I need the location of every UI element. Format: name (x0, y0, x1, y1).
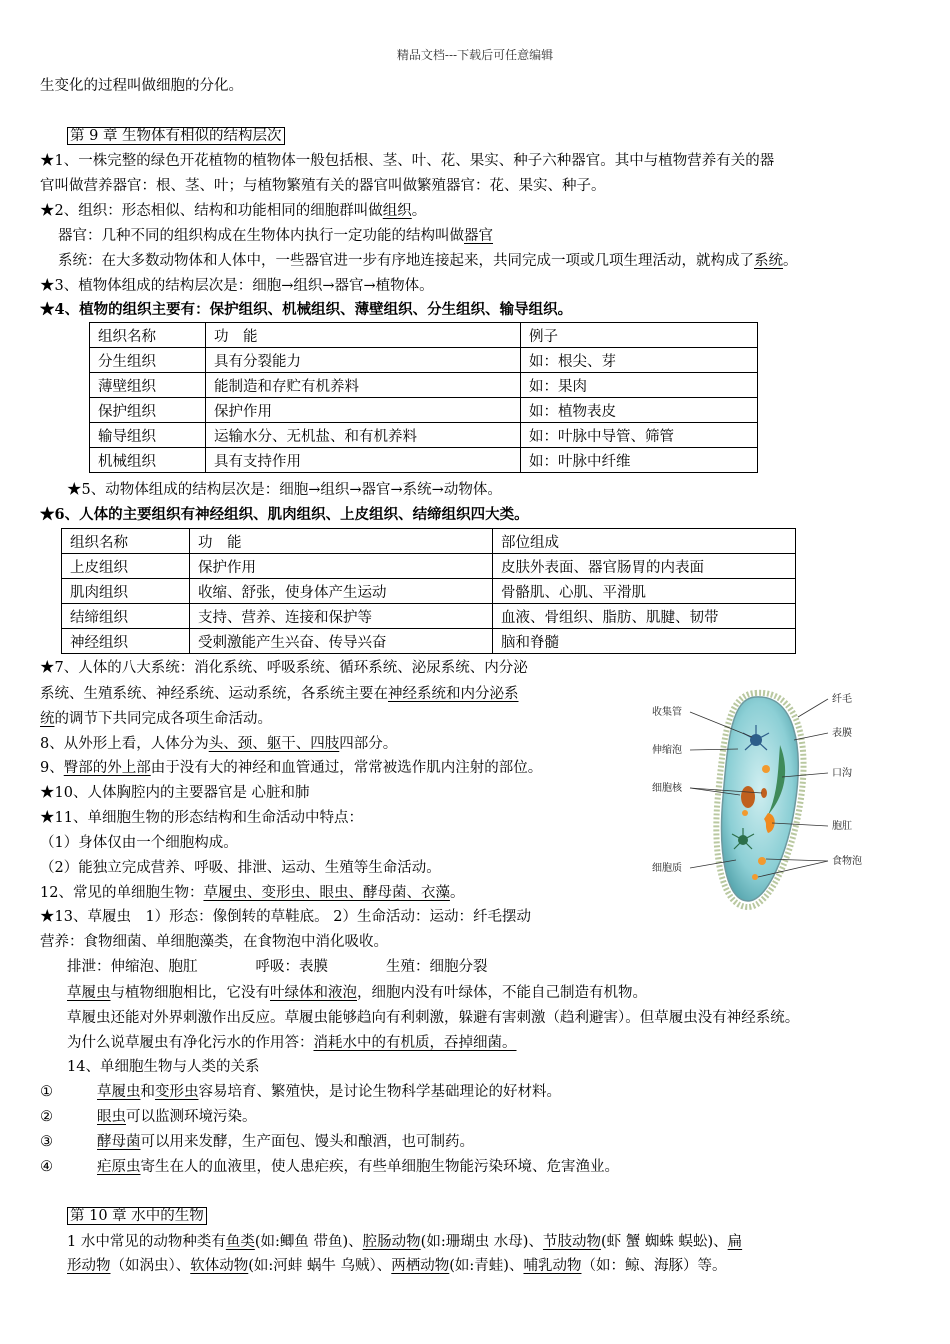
table-header-cell: 部位组成 (493, 529, 796, 554)
list-item: ④ 疟原虫寄生在人的血液里，使人患疟疾，有些单细胞生物能污染环境、危害渔业。 (40, 1159, 619, 1175)
table-cell: 具有分裂能力 (206, 348, 521, 373)
label-nucleus: 细胞核 (652, 783, 682, 794)
table-row (90, 398, 758, 423)
table-cell: 如：叶脉中导管、筛管 (521, 423, 758, 448)
list-item: ② 眼虫可以监测环境污染。 (40, 1109, 257, 1125)
para-13a: ★13、草履虫 1）形态：像倒转的草鞋底。 2）生命活动：运动：纤毛摆动 (40, 909, 532, 925)
label-contractile-vacuole: 伸缩泡 (652, 745, 682, 756)
para-13f: 为什么说草履虫有净化污水的作用答：消耗水中的有机质，吞掉细菌。 (67, 1035, 517, 1051)
para-5: ★5、动物体组成的结构层次是：细胞→组织→器官→系统→动物体。 (67, 482, 502, 498)
table-cell: 分生组织 (90, 348, 206, 373)
table-header-cell: 功 能 (190, 529, 493, 554)
food-vacuole (742, 810, 748, 816)
para-7c: 统的调节下共同完成各项生命活动。 (40, 711, 272, 727)
table-cell: 保护组织 (90, 398, 206, 423)
list-item: ① 草履虫和变形虫容易培育、繁殖快，是讨论生物科学基础理论的好材料。 (40, 1084, 561, 1100)
para-13b: 营养：食物细菌、单细胞藻类，在食物泡中消化吸收。 (40, 934, 388, 950)
chapter-10-title: 第 10 章 水中的生物 (67, 1206, 207, 1226)
table-row (90, 423, 758, 448)
food-vacuole (762, 765, 770, 773)
table-cell: 机械组织 (90, 448, 206, 473)
ch10-line-1: 1 水中常见的动物种类有鱼类(如:鲫鱼 带鱼)、腔肠动物(如:珊瑚虫 水母)、节肢动物(虾 蟹 蜘蛛 蜈蚣)、扁 (67, 1234, 743, 1250)
table-header-cell: 组织名称 (62, 529, 190, 554)
human-tissue-table (61, 528, 796, 654)
food-vacuole (752, 874, 758, 880)
table-cell: 收缩、舒张，使身体产生运动 (190, 579, 493, 604)
table-cell: 脑和脊髓 (493, 629, 796, 654)
label-collecting-canal: 收集管 (652, 707, 682, 718)
table-cell: 具有支持作用 (206, 448, 521, 473)
table-cell: 如：叶脉中纤维 (521, 448, 758, 473)
label-cilia: 纤毛 (832, 694, 852, 705)
nucleus (741, 786, 755, 808)
table-cell: 骨骼肌、心肌、平滑肌 (493, 579, 796, 604)
table-cell: 受刺激能产生兴奋、传导兴奋 (190, 629, 493, 654)
table-cell: 结缔组织 (62, 604, 190, 629)
label-oral-groove: 口沟 (832, 768, 852, 779)
para-6: ★6、人体的主要组织有神经组织、肌肉组织、上皮组织、结缔组织四大类。 (40, 506, 529, 523)
table-cell: 肌肉组织 (62, 579, 190, 604)
paramecium-diagram (640, 685, 880, 910)
para-13c: 排泄：伸缩泡、胞肛 呼吸：表膜 生殖：细胞分裂 (67, 959, 488, 975)
table-cell: 保护作用 (190, 554, 493, 579)
page-header: 精品文档---下载后可任意编辑 (396, 48, 554, 62)
para-13d: 草履虫与植物细胞相比，它没有叶绿体和液泡，细胞内没有叶绿体，不能自己制造有机物。 (67, 985, 647, 1001)
table-row (90, 448, 758, 473)
table-cell: 皮肤外表面、器官肠胃的内表面 (493, 554, 796, 579)
para-11-1: （1）身体仅由一个细胞构成。 (40, 835, 238, 851)
para-4: ★4、植物的组织主要有：保护组织、机械组织、薄壁组织、分生组织、输导组织。 (40, 301, 573, 318)
table-row (90, 348, 758, 373)
table-cell: 如：植物表皮 (521, 398, 758, 423)
para-2: ★2、组织：形态相似、结构和功能相同的细胞群叫做组织。 (40, 203, 427, 219)
label-cytoplasm: 细胞质 (652, 863, 682, 874)
para-14: 14、单细胞生物与人类的关系 (67, 1059, 260, 1075)
table-cell: 输导组织 (90, 423, 206, 448)
table-row (62, 579, 796, 604)
para-1b: 官叫做营养器官：根、茎、叶；与植物繁殖有关的器官叫做繁殖器官：花、果实、种子。 (40, 178, 606, 194)
para-3: ★3、植物体组成的结构层次是：细胞→组织→器官→植物体。 (40, 278, 434, 294)
para-8: 8、从外形上看，人体分为头、颈、躯干、四肢四部分。 (40, 736, 398, 752)
para-10: ★10、人体胸腔内的主要器官是 心脏和肺 (40, 785, 310, 801)
para-11: ★11、单细胞生物的形态结构和生命活动中特点： (40, 810, 363, 826)
table-row (62, 604, 796, 629)
food-vacuole (758, 857, 766, 865)
table-row (90, 373, 758, 398)
para-system: 系统：在大多数动物体和人体中，一些器官进一步有序地连接起来，共同完成一项或几项生理活动，就构成了系统。 (58, 253, 798, 269)
table-cell: 能制造和存贮有机养料 (206, 373, 521, 398)
para-organ: 器官：几种不同的组织构成在生物体内执行一定功能的结构叫做器官 (58, 228, 493, 244)
table-header-cell: 例子 (521, 323, 758, 348)
table-cell: 保护作用 (206, 398, 521, 423)
para-7b: 系统、生殖系统、神经系统、运动系统，各系统主要在神经系统和内分泌系 (40, 686, 519, 702)
table-row (62, 629, 796, 654)
para-9: 9、臀部的外上部由于没有大的神经和血管通过，常常被选作肌内注射的部位。 (40, 760, 543, 776)
plant-tissue-table (89, 322, 758, 473)
para-7a: ★7、人体的八大系统：消化系统、呼吸系统、循环系统、泌尿系统、内分泌 (40, 660, 528, 676)
table-cell: 神经组织 (62, 629, 190, 654)
ch10-line-2: 形动物（如涡虫）、软体动物(如:河蚌 蜗牛 乌贼）、两栖动物(如:青蛙)、哺乳动物（如：鲸、海豚）等。 (67, 1258, 727, 1274)
para-1a: ★1、一株完整的绿色开花植物的植物体一般包括根、茎、叶、花、果实、种子六种器官。其中与植物营养有关的器 (40, 153, 775, 169)
chapter-9-title: 第 9 章 生物体有相似的结构层次 (67, 126, 285, 146)
table-header-cell: 组织名称 (90, 323, 206, 348)
table-header-row (62, 529, 796, 554)
table-cell: 支持、营养、连接和保护等 (190, 604, 493, 629)
table-header-cell: 功 能 (206, 323, 521, 348)
para-13e: 草履虫还能对外界刺激作出反应。草履虫能够趋向有利刺激，躲避有害刺激（趋利避害）。但草履虫没有神经系统。 (67, 1010, 800, 1026)
table-cell: 如：果肉 (521, 373, 758, 398)
table-cell: 血液、骨组织、脂肪、肌腱、韧带 (493, 604, 796, 629)
para-11-2: （2）能独立完成营养、呼吸、排泄、运动、生殖等生命活动。 (40, 860, 441, 876)
label-anal-pore: 胞肛 (832, 821, 852, 832)
table-header-row (90, 323, 758, 348)
label-food-vacuole: 食物泡 (832, 856, 862, 867)
table-row (62, 554, 796, 579)
table-cell: 如：根尖、芽 (521, 348, 758, 373)
label-pellicle: 表膜 (832, 728, 852, 739)
table-cell: 上皮组织 (62, 554, 190, 579)
para-12: 12、常见的单细胞生物：草履虫、变形虫、眼虫、酵母菌、衣藻。 (40, 885, 465, 901)
table-cell: 运输水分、无机盐、和有机养料 (206, 423, 521, 448)
list-item: ③ 酵母菌可以用来发酵，生产面包、馒头和酿酒，也可制药。 (40, 1134, 474, 1150)
intro-line: 生变化的过程叫做细胞的分化。 (40, 78, 243, 94)
table-cell: 薄壁组织 (90, 373, 206, 398)
